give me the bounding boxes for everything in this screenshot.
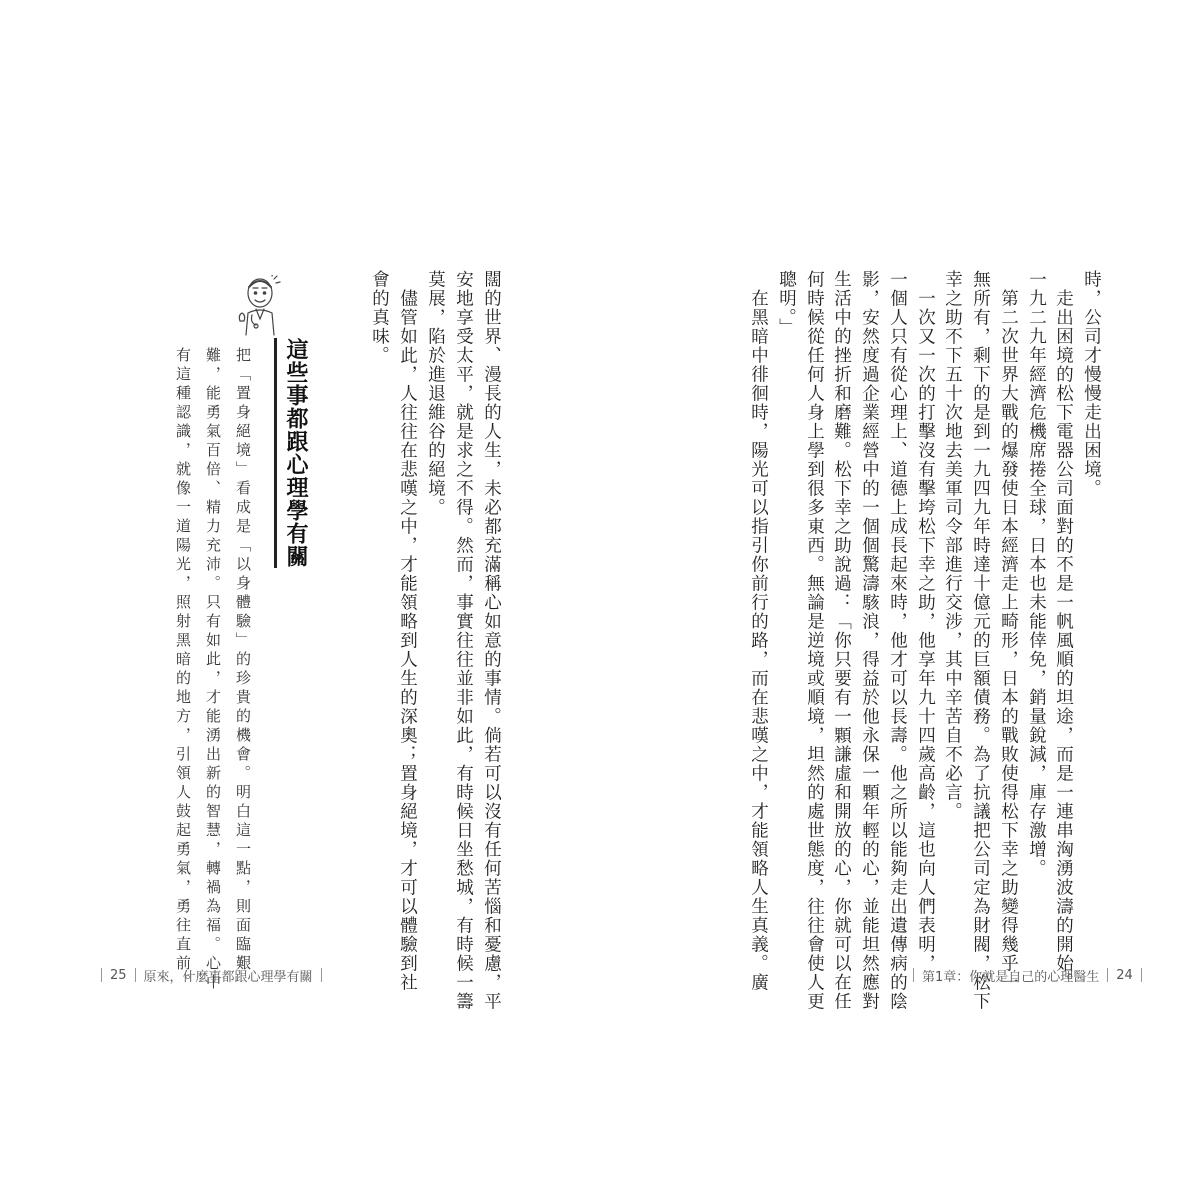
text-column: 無所有，剩下的是到一九四九年時達十億元的巨額債務。為了抗議把公司定為財閥，松下 <box>970 270 991 1011</box>
page-number: 24 <box>1116 967 1133 983</box>
text-column: 影，安然度過企業經營中的一個個驚濤駭浪，得益於他永保一顆年輕的心，並能坦然應對 <box>859 270 880 1011</box>
text-column: 儘管如此，人往往在悲嘆之中，才能領略到人生的深奧；置身絕境，才可以體驗到社 <box>397 270 418 992</box>
text-column: 生活中的挫折和磨難。松下幸之助說過：「你只要有一顆謙虛和開放的心，你就可以在任 <box>831 270 852 1011</box>
text-column: 走出困境的松下電器公司面對的不是一帆風順的坦途，而是一連串洶湧波濤的開始。 <box>1053 270 1074 992</box>
sidebar-heading: 這些事都跟心理學有關 <box>274 338 311 568</box>
sidebar-text-column: 有這種認識，就像一道陽光，照射黑暗的地方，引領人鼓起勇氣，勇往直前。 <box>174 347 192 993</box>
sidebar-text-column: 把「置身絕境」看成是「以身體驗」的珍貴的機會。明白這一點，則面臨艱 <box>234 347 252 974</box>
text-column: 安地享受太平，就是求之不得。然而，事實往往並非如此，有時候日坐愁城，有時候一籌 <box>453 270 474 1011</box>
text-column: 何時候從任何人身上學到很多東西。無論是逆境或順境，坦然的處世態度，往往會使人更 <box>804 270 825 1011</box>
divider <box>913 968 914 982</box>
sidebar-text-column: 難，能勇氣百倍、精力充沛。只有如此，才能湧出新的智慧，轉禍為福。心中 <box>204 347 222 993</box>
text-column: 第二次世界大戰的爆發使日本經濟走上畸形，日本的戰敗使得松下幸之助變得幾乎一 <box>998 270 1019 992</box>
divider <box>1107 968 1108 982</box>
text-column: 會的真味。 <box>369 270 390 365</box>
divider <box>321 968 322 982</box>
right-page-footer <box>905 966 1150 984</box>
text-column: 一九二九年經濟危機席捲全球，日本也未能倖免，銷量銳減，庫存激增。 <box>1026 270 1047 878</box>
book-title: 原來，什麼事都跟心理學有關 <box>143 969 313 985</box>
text-column: 莫展，陷於進退維谷的絕境。 <box>425 270 446 517</box>
page-number: 25 <box>110 967 127 983</box>
divider <box>101 968 102 982</box>
text-column: 時，公司才慢慢走出困境。 <box>1081 270 1102 498</box>
divider <box>135 968 136 982</box>
left-page-footer <box>93 966 330 984</box>
doctor-cartoon-icon <box>236 275 282 337</box>
text-column: 闊的世界、漫長的人生，未必都充滿稱心如意的事情。倘若可以沒有任何苦惱和憂慮，平 <box>481 270 502 1011</box>
text-column: 在黑暗中徘徊時，陽光可以指引你前行的路，而在悲嘆之中，才能領略人生真義。廣 <box>748 270 769 992</box>
text-column: 幸之助不下五十次地去美軍司令部進行交涉，其中辛苦自不必言。 <box>942 270 963 821</box>
text-column: 一個人只有從心理上、道德上成長起來時，他才可以長壽。他之所以能夠走出遺傳病的陰 <box>887 270 908 1011</box>
divider <box>1141 968 1142 982</box>
text-column: 一次又一次的打擊沒有擊垮松下幸之助，他享年九十四歲高齡，這也向人們表明， <box>915 270 936 973</box>
chapter-title: 第1章：你就是自己的心理醫生 <box>922 969 1100 985</box>
text-column: 聰明。」 <box>776 270 797 338</box>
